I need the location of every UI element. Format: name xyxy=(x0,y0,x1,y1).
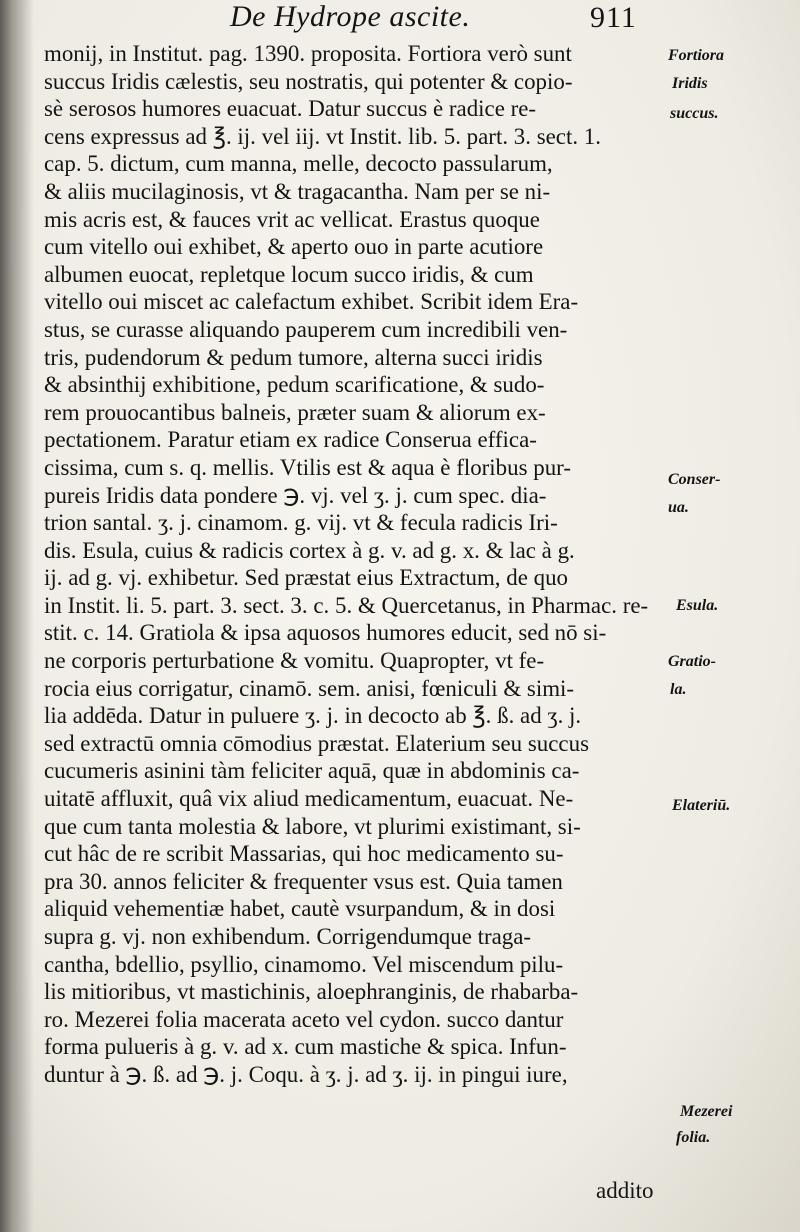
text-line: in Instit. li. 5. part. 3. sect. 3. c. 5. & Quercetanus, in Pharmac. re- xyxy=(44,592,649,618)
text-line: cum vitello oui exhibet, & aperto ouo in parte acutiore xyxy=(44,234,544,260)
page-header xyxy=(0,0,800,44)
text-line: vitello oui miscet ac calefactum exhibet. Scribit idem Era- xyxy=(44,289,579,315)
text-line: supra g. vj. non exhibendum. Corrigendumque traga- xyxy=(44,924,532,949)
text-line: monij, in Institut. pag. 1390. proposita. Fortiora verò sunt xyxy=(44,41,572,66)
margin-note-iridis: Iridis xyxy=(672,75,708,92)
margin-note-gratiola-2: la. xyxy=(670,681,687,698)
margin-note-mezerei: Mezerei xyxy=(680,1103,733,1120)
margin-note-fortiora: Fortiora xyxy=(668,47,725,64)
catchword: addito xyxy=(596,1178,654,1203)
text-line: cissima, cum s. q. mellis. Vtilis est & aqua è floribus pur- xyxy=(44,454,571,480)
text-line: que cum tanta molestia & labore, vt plurimi existimant, si- xyxy=(44,813,581,839)
text-line: uitatē affluxit, quâ vix aliud medicamentum, euacuat. Ne- xyxy=(44,786,574,812)
running-title: De Hydrope ascite. xyxy=(230,0,471,33)
text-line: pra 30. annos feliciter & frequenter vsus est. Quia tamen xyxy=(44,868,563,894)
margin-note-succus: succus. xyxy=(670,105,719,122)
text-line: sè serosos humores euacuat. Datur succus è radice re- xyxy=(44,96,537,122)
text-line: lis mitioribus, vt mastichinis, aloephranginis, de rhabarba- xyxy=(44,979,579,1005)
text-line: mis acris est, & fauces vrit ac vellicat. Erastus quoque xyxy=(44,206,540,232)
text-line: ro. Mezerei folia macerata aceto vel cydon. succo dantur xyxy=(44,1006,564,1032)
margin-note-conserua-2: ua. xyxy=(668,499,689,516)
text-line: & aliis mucilaginosis, vt & tragacantha. Nam per se ni- xyxy=(44,178,551,204)
margin-note-conserua-1: Conser- xyxy=(668,471,721,488)
text-line: rocia eius corrigatur, cinamō. sem. anisi, fœniculi & simi- xyxy=(44,675,575,701)
text-line: cut hâc de re scribit Massarias, qui hoc medicamento su- xyxy=(44,841,564,867)
text-line: ij. ad g. vj. exhibetur. Sed præstat eius Extractum, de quo xyxy=(44,565,569,591)
text-line: cens expressus ad ℥. ij. vel iij. vt Instit. lib. 5. part. 3. sect. 1. xyxy=(44,123,602,149)
text-line: pectationem. Paratur etiam ex radice Conserua effica- xyxy=(44,427,537,453)
text-line: duntur à ℈. ß. ad ℈. j. Coqu. à ʒ. j. ad ʒ. ij. in pingui iure, xyxy=(44,1061,568,1087)
text-line: stus, se curasse aliquando pauperem cum incredibili ven- xyxy=(44,316,568,342)
text-line: cantha, bdellio, psyllio, cinamomo. Vel miscendum pilu- xyxy=(44,951,564,977)
binding-shadow xyxy=(0,0,34,1232)
text-line: pureis Iridis data pondere ℈. vj. vel ʒ. j. cum spec. dia- xyxy=(44,482,547,508)
margin-note-elaterium: Elateriū. xyxy=(672,797,731,814)
text-line: lia addēda. Datur in puluere ʒ. j. in decocto ab ℥. ß. ad ʒ. j. xyxy=(44,703,582,729)
text-line: & absinthij exhibitione, pedum scarificatione, & sudo- xyxy=(44,372,545,398)
text-line: ne corporis perturbatione & vomitu. Quapropter, vt fe- xyxy=(44,648,545,674)
text-line: trion santal. ʒ. j. cinamom. g. vij. vt & fecula radicis Iri- xyxy=(44,510,558,536)
text-line: albumen euocat, repletque locum succo iridis, & cum xyxy=(44,261,534,287)
text-line: tris, pudendorum & pedum tumore, alterna succi iridis xyxy=(44,344,543,370)
margin-note-esula: Esula. xyxy=(676,597,719,614)
text-line: rem prouocantibus balneis, præter suam & aliorum ex- xyxy=(44,399,546,425)
text-line: cap. 5. dictum, cum manna, melle, decocto passularum, xyxy=(44,151,553,177)
margin-note-gratiola-1: Gratio- xyxy=(668,653,716,670)
text-line: cucumeris asinini tàm feliciter aquā, quæ in abdominis ca- xyxy=(44,758,580,784)
text-line: succus Iridis cælestis, seu nostratis, qui potenter & copio- xyxy=(44,68,573,94)
body-text xyxy=(44,40,664,1089)
text-line: forma pulueris à g. v. ad x. cum mastiche & spica. Infun- xyxy=(44,1034,567,1060)
page-number: 911 xyxy=(590,1,637,34)
text-line: dis. Esula, cuius & radicis cortex à g. v. ad g. x. & lac à g. xyxy=(44,537,575,563)
text-line: stit. c. 14. Gratiola & ipsa aquosos humores educit, sed nō si- xyxy=(44,620,607,646)
text-line: sed extractū omnia cōmodius præstat. Elaterium seu succus xyxy=(44,730,590,756)
text-line: aliquid vehementiæ habet, cautè vsurpandum, & in dosi xyxy=(44,896,556,922)
margin-note-folia: folia. xyxy=(676,1129,711,1146)
